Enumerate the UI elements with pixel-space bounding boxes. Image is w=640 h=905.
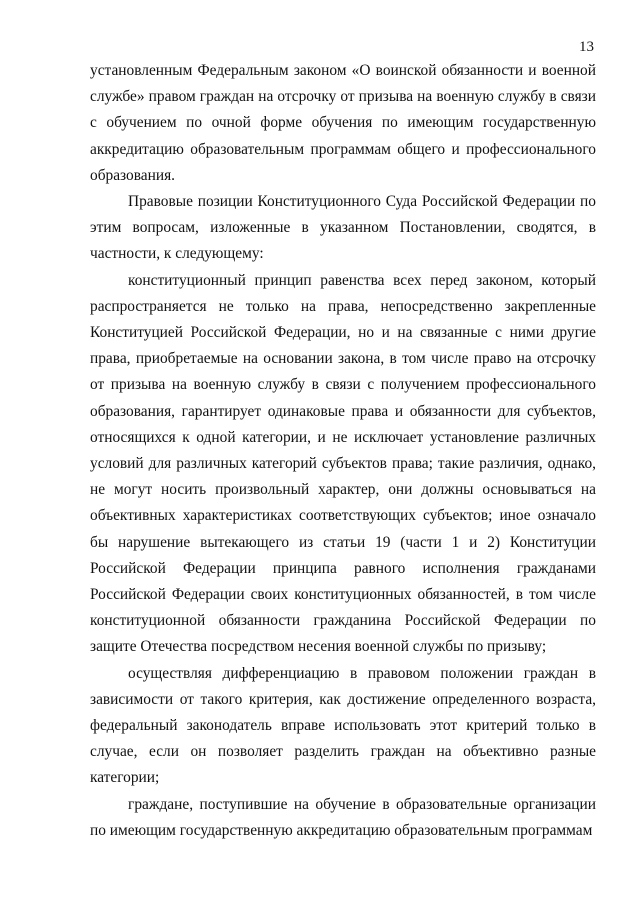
page-number: 13	[579, 39, 594, 55]
document-body	[90, 58, 596, 844]
paragraph-equality-principle: конституционный принцип равенства всех перед законом, который распространяется не только на права, непосредственно закрепленные Конституцией Российской Федерации, но и на связанные с ними другие права, приобретаемые на основании закона, в том числе право на отсрочку от призыва на военную службу в связи с получением профессионального образования, гарантирует одинаковые права и обязанности для субъектов, относящихся к одной категории, и не исключает установление различных условий для различных категорий субъектов права; такие различия, однако, не могут носить произвольный характер, они должны основываться на объективных характеристиках соответствующих субъектов; иное означало бы нарушение вытекающего из статьи 19 (части 1 и 2) Конституции Российской Федерации принципа равного исполнения гражданами Российской Федерации своих конституционных обязанностей, в том числе конституционной обязанности гражданина Российской Федерации по защите Отечества посредством несения военной службы по призыву;	[90, 271, 596, 656]
paragraph-legal-positions: Правовые позиции Конституционного Суда Российской Федерации по этим вопросам, изложенные в указанном Постановлении, сводятся, в частности, к следующему:	[90, 193, 596, 263]
paragraph-continuation: установленным Федеральным законом «О воинской обязанности и военной службе» правом граждан на отсрочку от призыва на военную службу в связи с обучением по очной форме обучения по имеющим государственную аккредитацию образовательным программам общего и профессионального образования.	[90, 62, 596, 184]
paragraph-age-differentiation: осуществляя дифференциацию в правовом положении граждан в зависимости от такого критерия, как достижение определенного возраста, федеральный законодатель вправе использовать этот критерий только в случае, если он позволяет разделить граждан на объективно разные категории;	[90, 664, 596, 787]
paragraph-enrolled-citizens: граждане, поступившие на обучение в образовательные организации по имеющим государственную аккредитацию образовательным программам	[90, 795, 596, 839]
